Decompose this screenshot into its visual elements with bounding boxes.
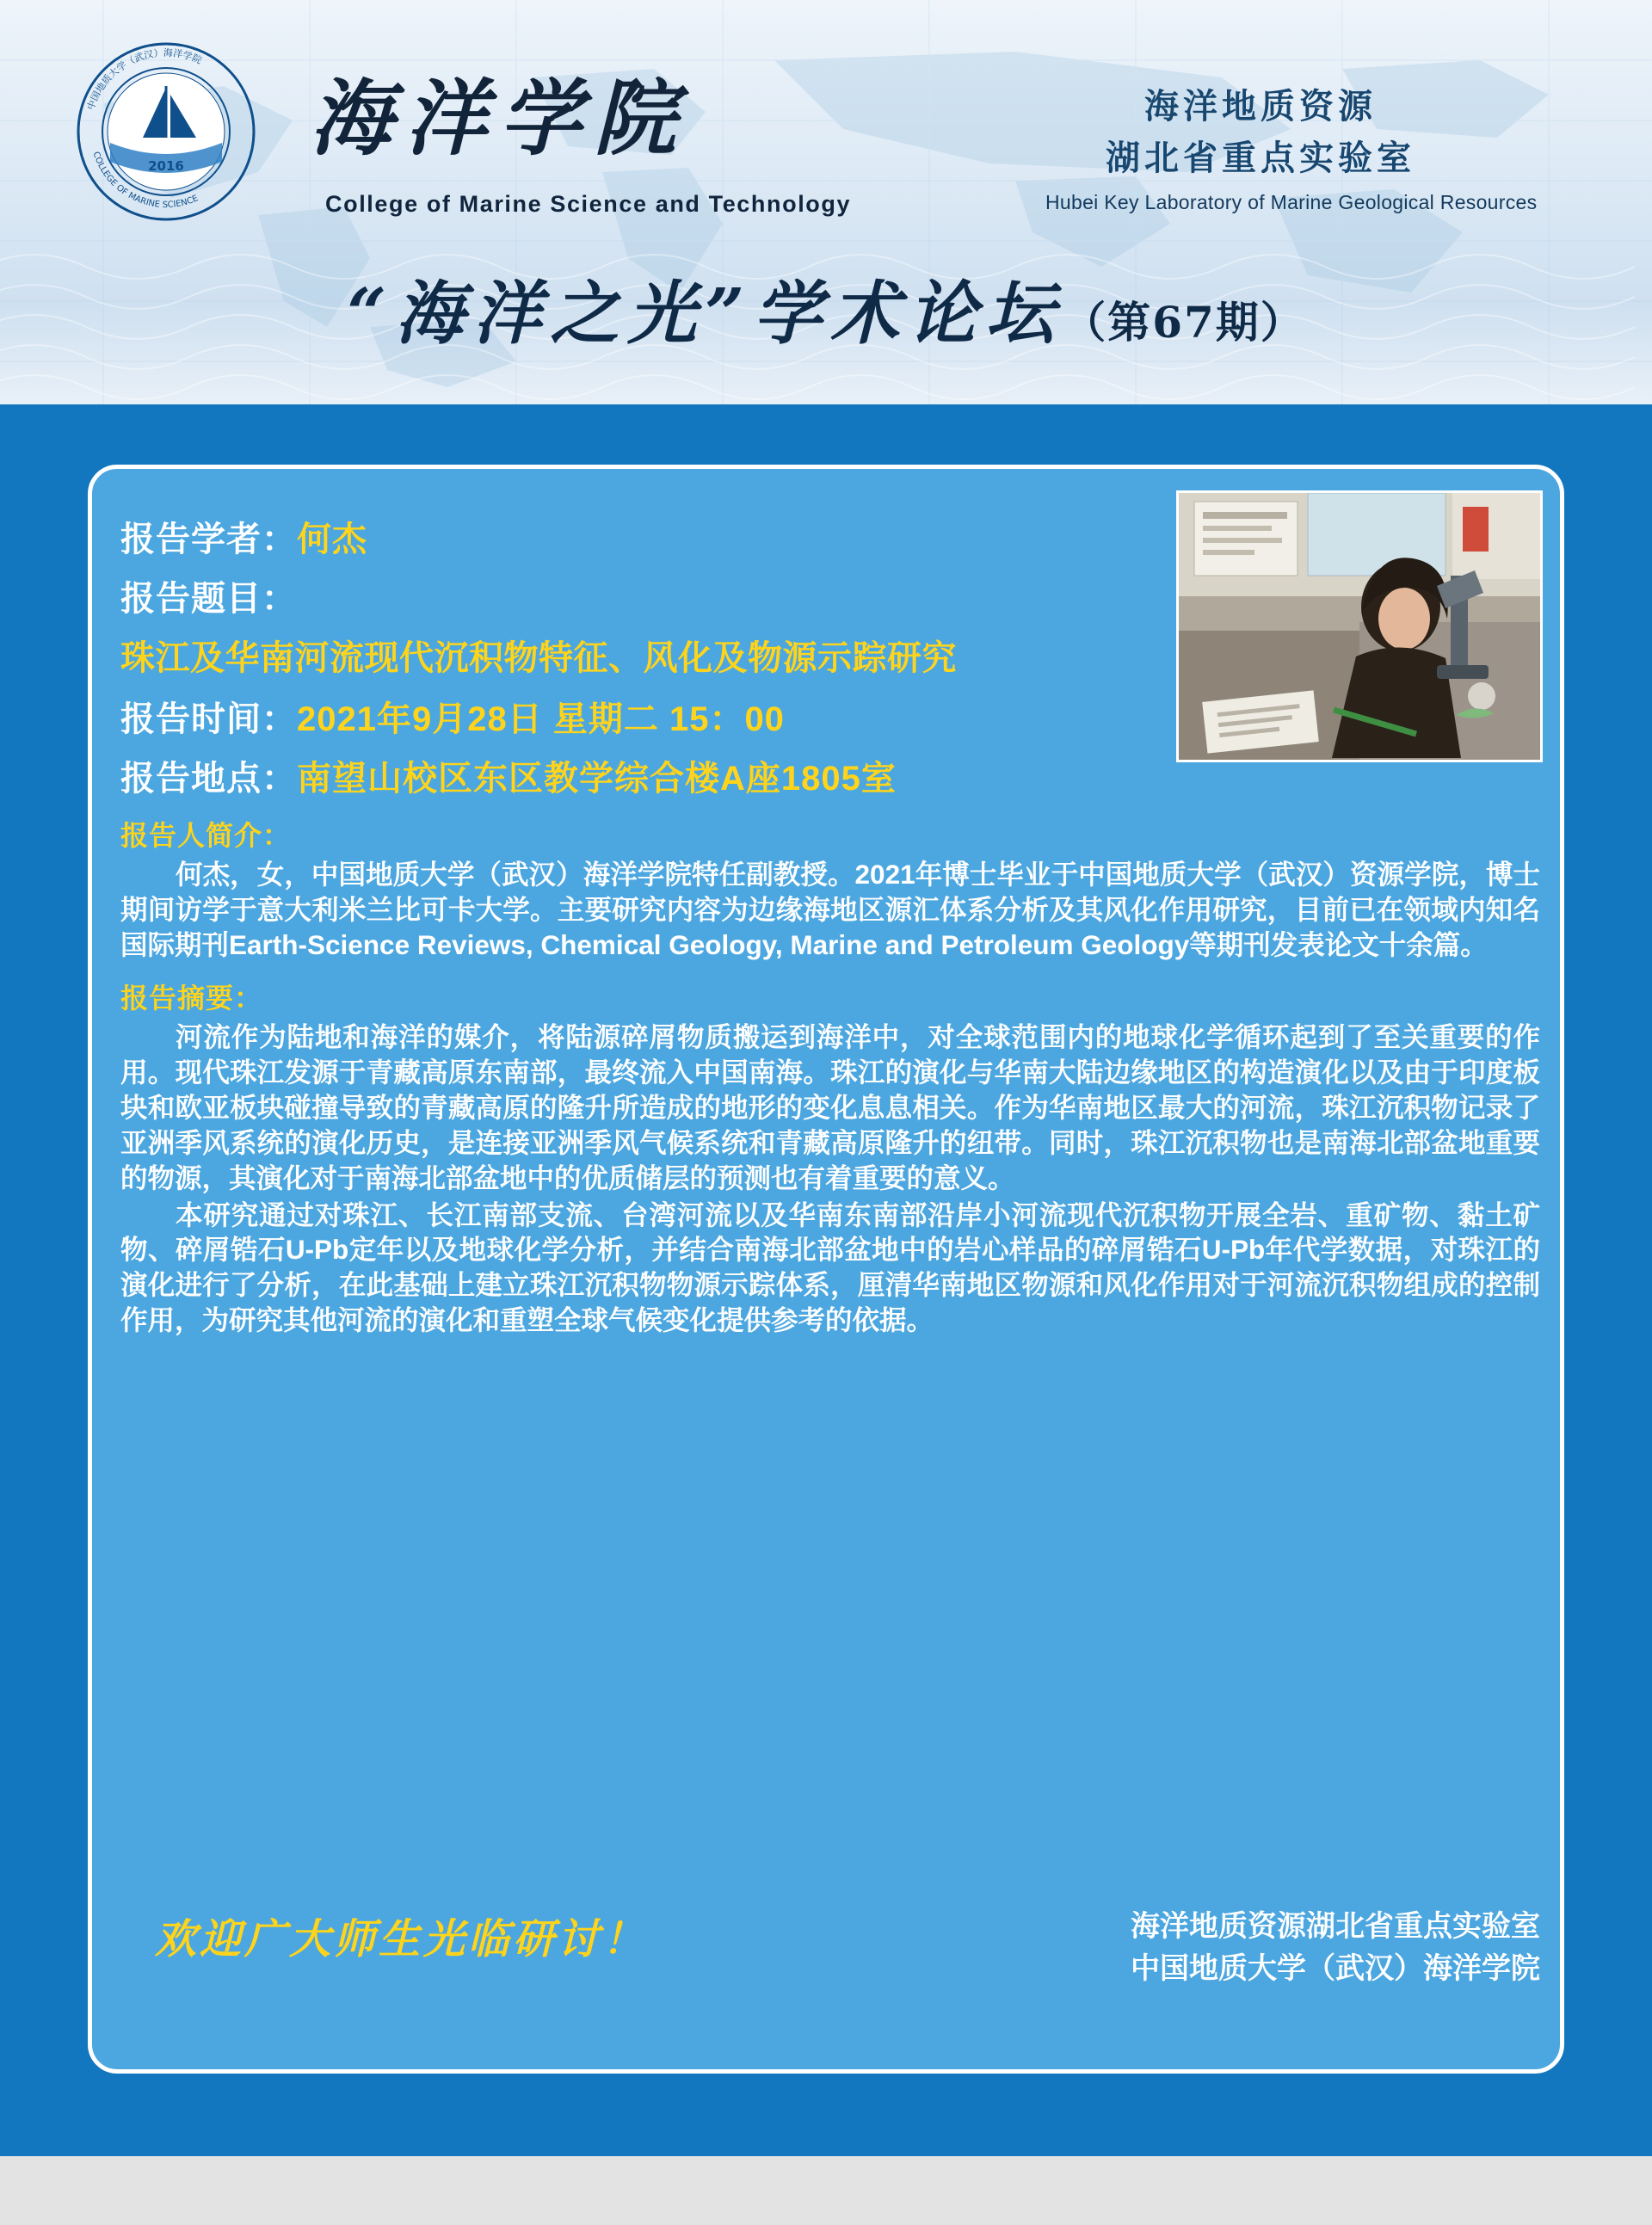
topic-row <box>120 571 1540 620</box>
organizer-line-1: 海洋地质资源湖北省重点实验室 <box>1131 1910 1540 1943</box>
lab-name-cn-line2: 湖北省重点实验室 <box>1106 138 1415 178</box>
abstract-heading: 报告摘要： <box>120 982 263 1014</box>
svg-text:中国地质大学（武汉）海洋学院: 中国地质大学（武汉）海洋学院 <box>84 46 204 112</box>
poster-content <box>120 512 1540 1340</box>
svg-text:COLLEGE OF MARINE SCIENCE: COLLEGE OF MARINE SCIENCE <box>90 150 200 211</box>
lab-name-cn-line1: 海洋地质资源 <box>1144 86 1377 126</box>
place-label: 报告地点： <box>120 760 297 798</box>
brand-title-en: College of Marine Science and Technology <box>325 191 852 217</box>
brand-title-cn: 海洋学院 <box>310 70 688 167</box>
organizer-line-2: 中国地质大学（武汉）海洋学院 <box>1131 1952 1540 1986</box>
welcome-text: 欢迎广大师生光临研讨！ <box>155 1915 648 1963</box>
time-value: 2021年9月28日 星期二 15：00 <box>297 700 785 738</box>
college-seal-logo <box>76 41 256 222</box>
time-label: 报告时间： <box>120 700 297 738</box>
speaker-row <box>120 512 1540 561</box>
place-row <box>120 751 1540 800</box>
forum-issue: （第67期） <box>1063 297 1305 348</box>
forum-title: “海洋之光”学术论坛 <box>347 273 1063 354</box>
poster-footer <box>120 1906 1540 1991</box>
bio-heading: 报告人简介： <box>120 820 292 851</box>
forum-title-row <box>0 258 1652 357</box>
topic-title: 珠江及华南河流现代沉积物特征、风化及物源示踪研究 <box>120 639 957 677</box>
poster-header <box>0 0 1652 404</box>
abstract-paragraph-1: 河流作为陆地和海洋的媒介，将陆源碎屑物质搬运到海洋中，对全球范围内的地球化学循环起到了至关重要的作用。现代珠江发源于青藏高原东南部，最终流入中国南海。珠江的演化与华南大陆边缘地区的构造演化以及由于印度板块和欧亚板块碰撞导致的青藏高原的隆升所造成的地形的变化息息相关。作为华南地区最大的河流，珠江沉积物记录了亚洲季风系统的演化历史，是连接亚洲季风气候系统和青藏高原隆升的纽带。同时，珠江沉积物也是南海北部盆地重要的物源，其演化对于南海北部盆地中的优质储层的预测也有着重要的意义。 <box>120 1020 1540 1193</box>
place-value: 南望山校区东区教学综合楼A座1805室 <box>297 760 897 798</box>
organizer-block <box>1131 1906 1540 1991</box>
lab-name-en: Hubei Key Laboratory of Marine Geological Resources <box>1045 191 1538 213</box>
speaker-name: 何杰 <box>297 521 367 558</box>
speaker-label: 报告学者： <box>120 521 297 558</box>
time-row <box>120 692 1540 741</box>
bio-text: 何杰，女，中国地质大学（武汉）海洋学院特任副教授。2021年博士毕业于中国地质大学（武汉）资源学院，博士期间访学于意大利米兰比可卡大学。主要研究内容为边缘海地区源汇体系分析及其风化作用研究，目前已在领域内知名国际期刊Earth-Science Reviews, Chemical Geology, Marine and Petroleum Geology等期刊发表论文十余篇。 <box>120 859 1540 960</box>
topic-label: 报告题目： <box>120 580 297 618</box>
abstract-paragraph-2: 本研究通过对珠江、长江南部支流、台湾河流以及华南东南部沿岸小河流现代沉积物开展全岩、重矿物、黏土矿物、碎屑锆石U-Pb定年以及地球化学分析，并结合南海北部盆地中的岩心样品的碎屑锆石U-Pb年代学数据，对珠江的演化进行了分析，在此基础上建立珠江沉积物物源示踪体系，厘清华南地区物源和风化作用对于河流沉积物组成的控制作用，为研究其他河流的演化和重塑全球气候变化提供参考的依据。 <box>120 1199 1540 1336</box>
svg-text:2016: 2016 <box>148 158 184 174</box>
bottom-bar <box>0 2156 1652 2225</box>
